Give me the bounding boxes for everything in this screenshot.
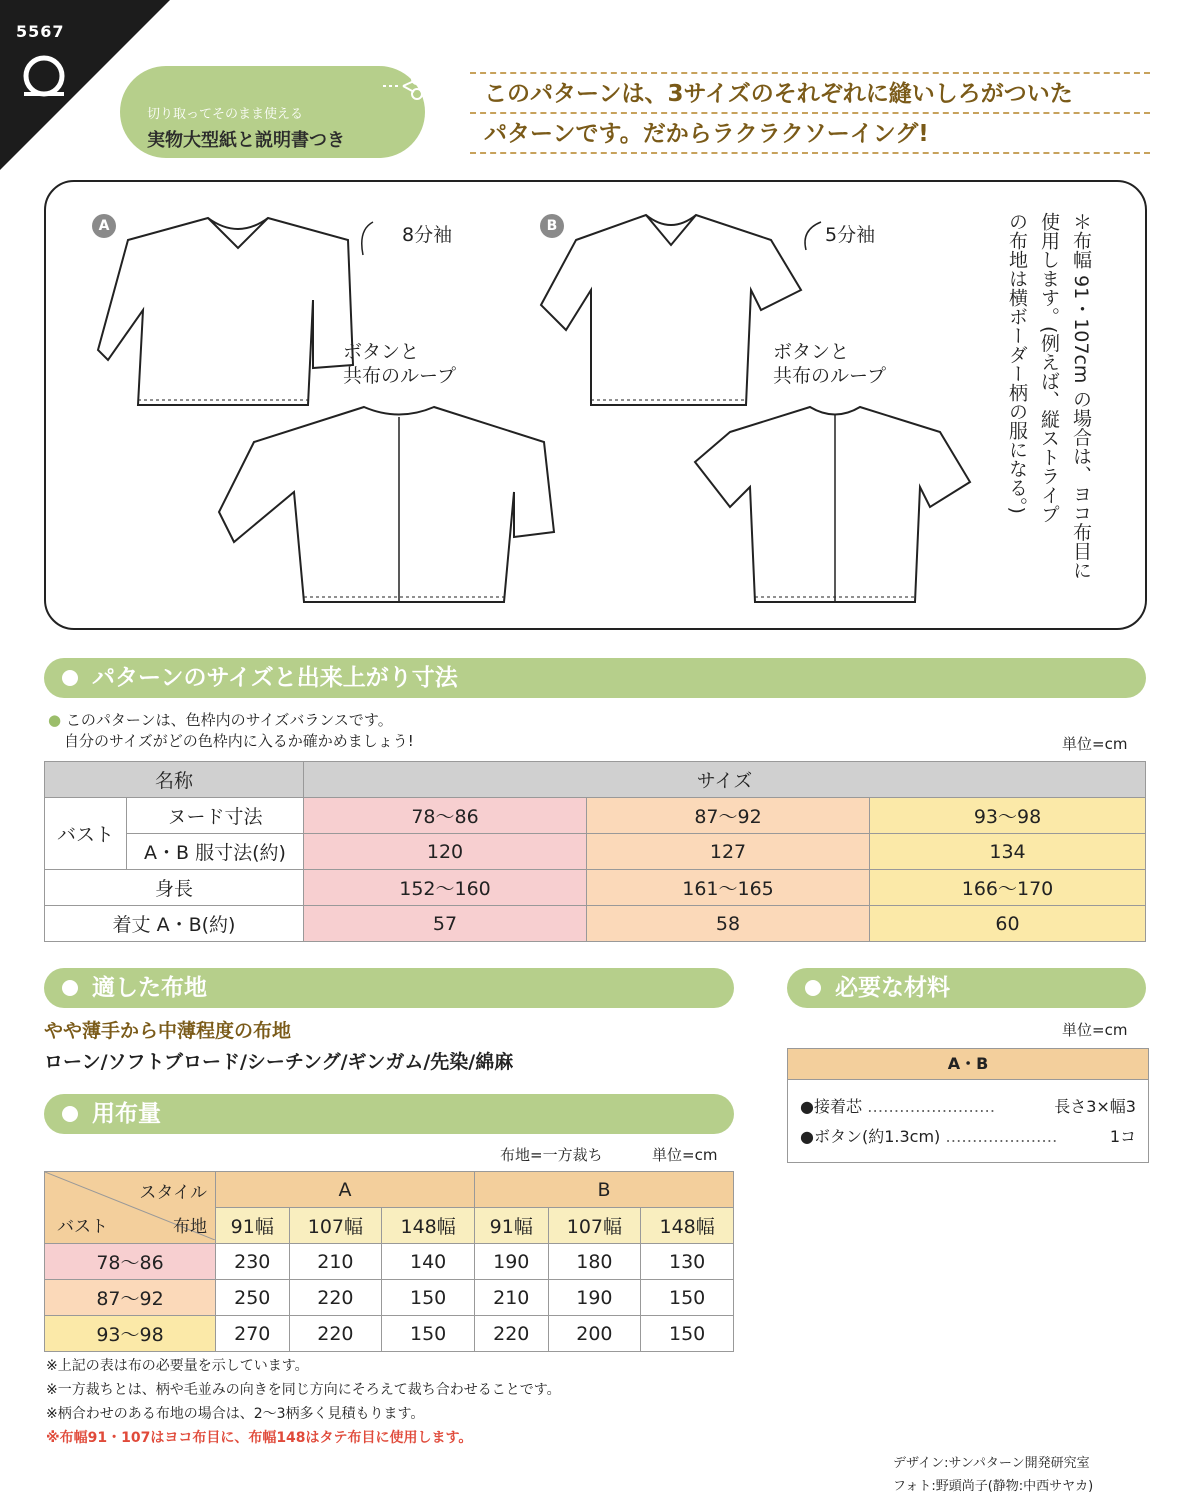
yardage-unit: 単位=cm <box>652 1146 718 1164</box>
material-item <box>788 1122 1148 1152</box>
table-cell: 130 <box>641 1244 734 1280</box>
table-row <box>45 1280 734 1316</box>
table-cell: 58 <box>587 906 870 942</box>
size-col-name: 名称 <box>45 762 304 798</box>
bust-cell: 93〜98 <box>45 1316 216 1352</box>
width-header: 91幅 <box>216 1208 290 1244</box>
grain-footnote: ※布幅91・107はヨコ布目に、布幅148はタテ布目に使用します。 <box>46 1430 473 1446</box>
width-header: 148幅 <box>382 1208 475 1244</box>
fabric-list: ローン/ソフトブロード/シーチング/ギンガム/先染/綿麻 <box>44 1051 514 1073</box>
style-b-sleeve-label: 5分袖 <box>825 224 876 246</box>
section-bullet-icon <box>805 980 821 996</box>
table-cell: 270 <box>216 1316 290 1352</box>
size-section-title: パターンのサイズと出来上がり寸法 <box>92 665 458 691</box>
side-note-line-2: 使用します。(例えば、縦ストライプ <box>1038 212 1060 524</box>
badge-subtitle: 切り取ってそのまま使える <box>147 107 304 122</box>
style-a-closure-line-2: 共布のループ <box>343 365 457 387</box>
style-b-closure-line-1: ボタンと <box>773 341 850 363</box>
table-row <box>45 906 1146 942</box>
table-cell: 190 <box>474 1244 548 1280</box>
table-cell: 87〜92 <box>587 798 870 834</box>
spacer <box>788 1152 1148 1162</box>
section-bullet-icon <box>62 980 78 996</box>
material-item <box>788 1092 1148 1122</box>
style-b-badge: B <box>540 214 564 238</box>
style-b-closure-line-2: 共布のループ <box>773 365 887 387</box>
table-cell: 150 <box>641 1280 734 1316</box>
style-b-header: B <box>474 1172 733 1208</box>
style-header-label: スタイル <box>139 1183 207 1203</box>
materials-unit: 単位=cm <box>1062 1021 1128 1039</box>
footnote: ※柄合わせのある布地の場合は、2〜3柄多く見積もります。 <box>46 1406 425 1422</box>
design-credit: デザイン:サンパターン開発研究室 <box>893 1456 1090 1471</box>
table-cell: 230 <box>216 1244 290 1280</box>
width-header: 148幅 <box>641 1208 734 1244</box>
table-row <box>45 798 1146 834</box>
bust-header-label: バスト <box>57 1217 108 1237</box>
materials-header: A・B <box>788 1049 1148 1080</box>
table-cell: 210 <box>289 1244 382 1280</box>
table-cell: 60 <box>870 906 1146 942</box>
size-table <box>44 761 1146 942</box>
table-cell: 78〜86 <box>304 798 587 834</box>
style-a-header: A <box>216 1172 475 1208</box>
tagline-line-2: パターンです。だからラクラクソーイング! <box>470 114 1150 154</box>
footnote: ※上記の表は布の必要量を示しています。 <box>46 1358 309 1374</box>
badge-title: 実物大型紙と説明書つき <box>147 130 345 151</box>
table-row <box>45 1244 734 1280</box>
spacer <box>788 1080 1148 1092</box>
table-cell: 220 <box>474 1316 548 1352</box>
table-row <box>45 834 1146 870</box>
fabric-heading: やや薄手から中薄程度の布地 <box>44 1020 292 1042</box>
table-cell: 220 <box>289 1280 382 1316</box>
tagline-line-1: このパターンは、3サイズのそれぞれに縫いしろがついた <box>470 72 1150 114</box>
yardage-table <box>44 1171 734 1352</box>
side-note-line-3: の布地は横ボーダー柄の服になる。) <box>1006 212 1028 514</box>
photo-credit: フォト:野頭尚子(静物:中西サヤカ) <box>893 1479 1094 1494</box>
style-b-closure-label <box>773 340 886 388</box>
style-a-sleeve-label: 8分袖 <box>402 224 453 246</box>
table-cell: 120 <box>304 834 587 870</box>
size-note-line-1 <box>48 710 414 731</box>
size-unit: 単位=cm <box>1062 735 1128 753</box>
table-cell: 127 <box>587 834 870 870</box>
fabric-section-header <box>44 968 734 1008</box>
width-header: 107幅 <box>548 1208 641 1244</box>
table-cell: 93〜98 <box>870 798 1146 834</box>
size-note-text-1: このパターンは、色枠内のサイズバランスです。 <box>65 711 393 729</box>
table-cell: 250 <box>216 1280 290 1316</box>
side-note-line-1: ＊布幅 91・107cm の場合は、ヨコ布目に <box>1070 212 1092 580</box>
materials-table <box>787 1048 1149 1163</box>
table-cell: 166〜170 <box>870 870 1146 906</box>
style-b-back-illustration <box>690 392 980 610</box>
bust-label: バスト <box>45 798 127 870</box>
table-cell: 161〜165 <box>587 870 870 906</box>
brand-logo-icon <box>20 52 68 100</box>
material-dots: ………………… <box>945 1127 1058 1146</box>
style-a-closure-label <box>343 340 456 388</box>
size-section-header <box>44 658 1146 698</box>
size-note <box>48 710 414 752</box>
material-value: 1コ <box>1109 1127 1136 1146</box>
table-cell: 57 <box>304 906 587 942</box>
materials-section-title: 必要な材料 <box>835 975 950 1001</box>
yardage-section-title: 用布量 <box>92 1101 161 1127</box>
fabric-header-label: 布地 <box>173 1217 207 1237</box>
footnote: ※一方裁ちとは、柄や毛並みの向きを同じ方向にそろえて裁ち合わせることです。 <box>46 1382 561 1398</box>
row-label: 身長 <box>45 870 304 906</box>
table-row <box>45 1172 734 1208</box>
table-cell: 134 <box>870 834 1146 870</box>
material-name: ●ボタン(約1.3cm) <box>800 1127 941 1146</box>
bullet-icon: ● <box>48 711 62 729</box>
row-label: A・B 服寸法(約) <box>126 834 303 870</box>
size-note-text-2: 自分のサイズがどの色枠内に入るか確かめましょう! <box>64 732 414 750</box>
style-a-closure-line-1: ボタンと <box>343 341 420 363</box>
fabric-section-title: 適した布地 <box>92 975 207 1001</box>
table-cell: 190 <box>548 1280 641 1316</box>
table-cell: 150 <box>641 1316 734 1352</box>
corner-header-cell <box>45 1172 216 1244</box>
table-cell: 180 <box>548 1244 641 1280</box>
row-label: ヌード寸法 <box>126 798 303 834</box>
section-bullet-icon <box>62 670 78 686</box>
style-a-back-illustration <box>214 392 584 610</box>
bust-cell: 87〜92 <box>45 1280 216 1316</box>
tagline <box>470 72 1150 154</box>
table-cell: 200 <box>548 1316 641 1352</box>
grain-side-note <box>1003 212 1095 612</box>
yardage-section-header <box>44 1094 734 1134</box>
table-cell: 220 <box>289 1316 382 1352</box>
materials-section-header <box>787 968 1146 1008</box>
pattern-number: 5567 <box>16 22 65 41</box>
material-dots: …………………… <box>867 1097 996 1116</box>
width-header: 107幅 <box>289 1208 382 1244</box>
width-header: 91幅 <box>474 1208 548 1244</box>
table-cell: 210 <box>474 1280 548 1316</box>
table-row <box>45 1316 734 1352</box>
yardage-cut-note: 布地=一方裁ち <box>500 1146 603 1164</box>
table-cell: 150 <box>382 1316 475 1352</box>
table-cell: 152〜160 <box>304 870 587 906</box>
scissors-icon <box>383 72 427 102</box>
table-cell: 140 <box>382 1244 475 1280</box>
bust-cell: 78〜86 <box>45 1244 216 1280</box>
table-row <box>45 762 1146 798</box>
table-cell: 150 <box>382 1280 475 1316</box>
material-name: ●接着芯 <box>800 1097 862 1116</box>
size-col-size: サイズ <box>304 762 1146 798</box>
row-label: 着丈 A・B(約) <box>45 906 304 942</box>
material-value: 長さ3×幅3 <box>1054 1097 1136 1116</box>
style-a-badge: A <box>92 214 116 238</box>
table-row <box>45 870 1146 906</box>
section-bullet-icon <box>62 1106 78 1122</box>
